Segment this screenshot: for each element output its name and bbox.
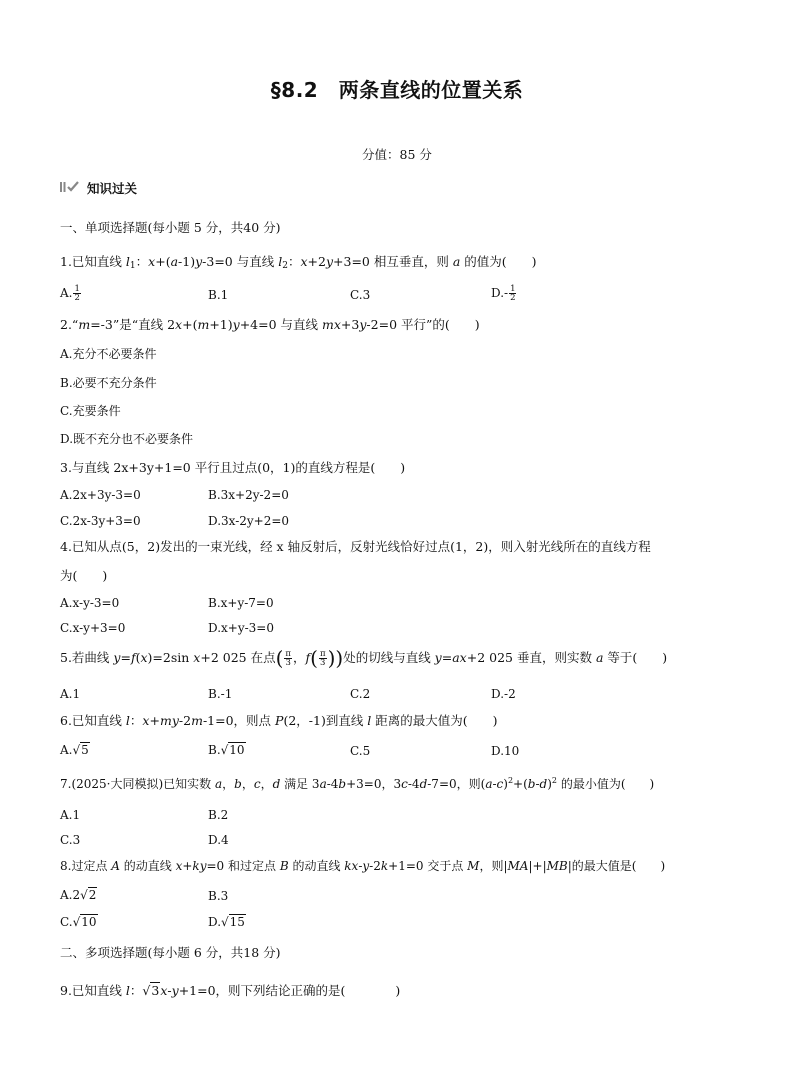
checklist-icon [60, 181, 80, 193]
question-2-option-b: B.必要不充分条件 [60, 376, 157, 390]
question-9-text: 9.已知直线 l：√3x-y+1=0，则下列结论正确的是( ) [60, 983, 401, 998]
question-4-option-a: A.x-y-3=0 [60, 596, 120, 610]
question-2-option-c: C.充要条件 [60, 404, 121, 418]
page-title: §8.2 两条直线的位置关系 [270, 78, 524, 102]
question-6-option-c: C.5 [350, 744, 371, 758]
question-8-text: 8.过定点 A 的动直线 x+ky=0 和过定点 B 的动直线 kx-y-2k+1=0 交于点 M，则|MA|+|MB|的最大值是( ) [60, 859, 666, 873]
question-3-text: 3.与直线 2x+3y+1=0 平行且过点(0，1)的直线方程是( ) [60, 460, 406, 475]
part2-heading: 二、多项选择题(每小题 6 分，共18 分) [60, 945, 281, 960]
question-1-option-c: C.3 [350, 288, 371, 302]
question-1-option-b: B.1 [208, 288, 229, 302]
question-6-option-a: A.√5 [60, 743, 89, 757]
question-7-option-a: A.1 [60, 808, 81, 822]
question-3-option-d: D.3x-2y+2=0 [208, 514, 290, 528]
question-8-option-b: B.3 [208, 889, 229, 903]
part1-heading: 一、单项选择题(每小题 5 分，共40 分) [60, 220, 281, 235]
question-7-text: 7.(2025·大同模拟)已知实数 a，b，c，d 满足 3a-4b+3=0，3c-4d-7=0，则$(a-c)^2+(b-d)^2$ 的最小值为( ) [60, 776, 655, 791]
question-6-option-b: B.√10 [208, 743, 245, 757]
question-1-option-a: A. $\frac{1}{2}$ [60, 284, 80, 303]
question-5-option-a: A.1 [60, 687, 81, 701]
question-3-option-b: B.3x+2y-2=0 [208, 488, 289, 502]
question-6-text: 6.已知直线 l：x+my-2m-1=0，则点 P(2，-1)到直线 l 距离的最大值为( ) [60, 713, 498, 728]
question-7-option-b: B.2 [208, 808, 229, 822]
question-4-text-line1: 4.已知从点(5，2)发出的一束光线，经 x 轴反射后，反射光线恰好过点(1，2)，则入射光线所在的直线方程 [60, 539, 651, 554]
question-3-option-c: C.2x-3y+3=0 [60, 514, 141, 528]
question-5-text: 5.若曲线 y=f(x)=2sin x+2 025 在点( $\frac{\pi}{3}$ ，f( $\frac{\pi}{3}$ ))处的切线与直线 y=ax+2 025 垂直，则实数 a 等于( ) [60, 646, 668, 670]
score-label: 分值：85 分 [362, 147, 432, 162]
question-1-option-d: D.- $\frac{1}{2}$ [491, 284, 516, 303]
question-3-option-a: A.2x+3y-3=0 [60, 488, 141, 502]
question-5-option-c: C.2 [350, 687, 371, 701]
question-1-text: 1.已知直线 $l_1$：x+(a-1)y-3=0 与直线 $l_2$：x+2y+3=0 相互垂直，则 a 的值为( ) [60, 254, 537, 271]
question-7-option-c: C.3 [60, 833, 81, 847]
question-4-option-d: D.x+y-3=0 [208, 621, 274, 635]
question-2-option-a: A.充分不必要条件 [60, 347, 157, 361]
question-5-option-b: B.-1 [208, 687, 233, 701]
question-4-text-line2: 为( ) [60, 568, 108, 583]
question-8-option-d: D.√15 [208, 915, 245, 929]
section-title: 知识过关 [87, 181, 138, 196]
question-7-option-d: D.4 [208, 833, 229, 847]
question-8-option-c: C.√10 [60, 915, 97, 929]
question-8-option-a: A.2√2 [60, 888, 97, 902]
question-6-option-d: D.10 [491, 744, 520, 758]
question-2-text: 2.“m=-3”是“直线 2x+(m+1)y+4=0 与直线 mx+3y-2=0 平行”的( ) [60, 317, 480, 332]
question-5-option-d: D.-2 [491, 687, 516, 701]
question-4-option-b: B.x+y-7=0 [208, 596, 274, 610]
question-4-option-c: C.x-y+3=0 [60, 621, 126, 635]
question-2-option-d: D.既不充分也不必要条件 [60, 432, 194, 446]
